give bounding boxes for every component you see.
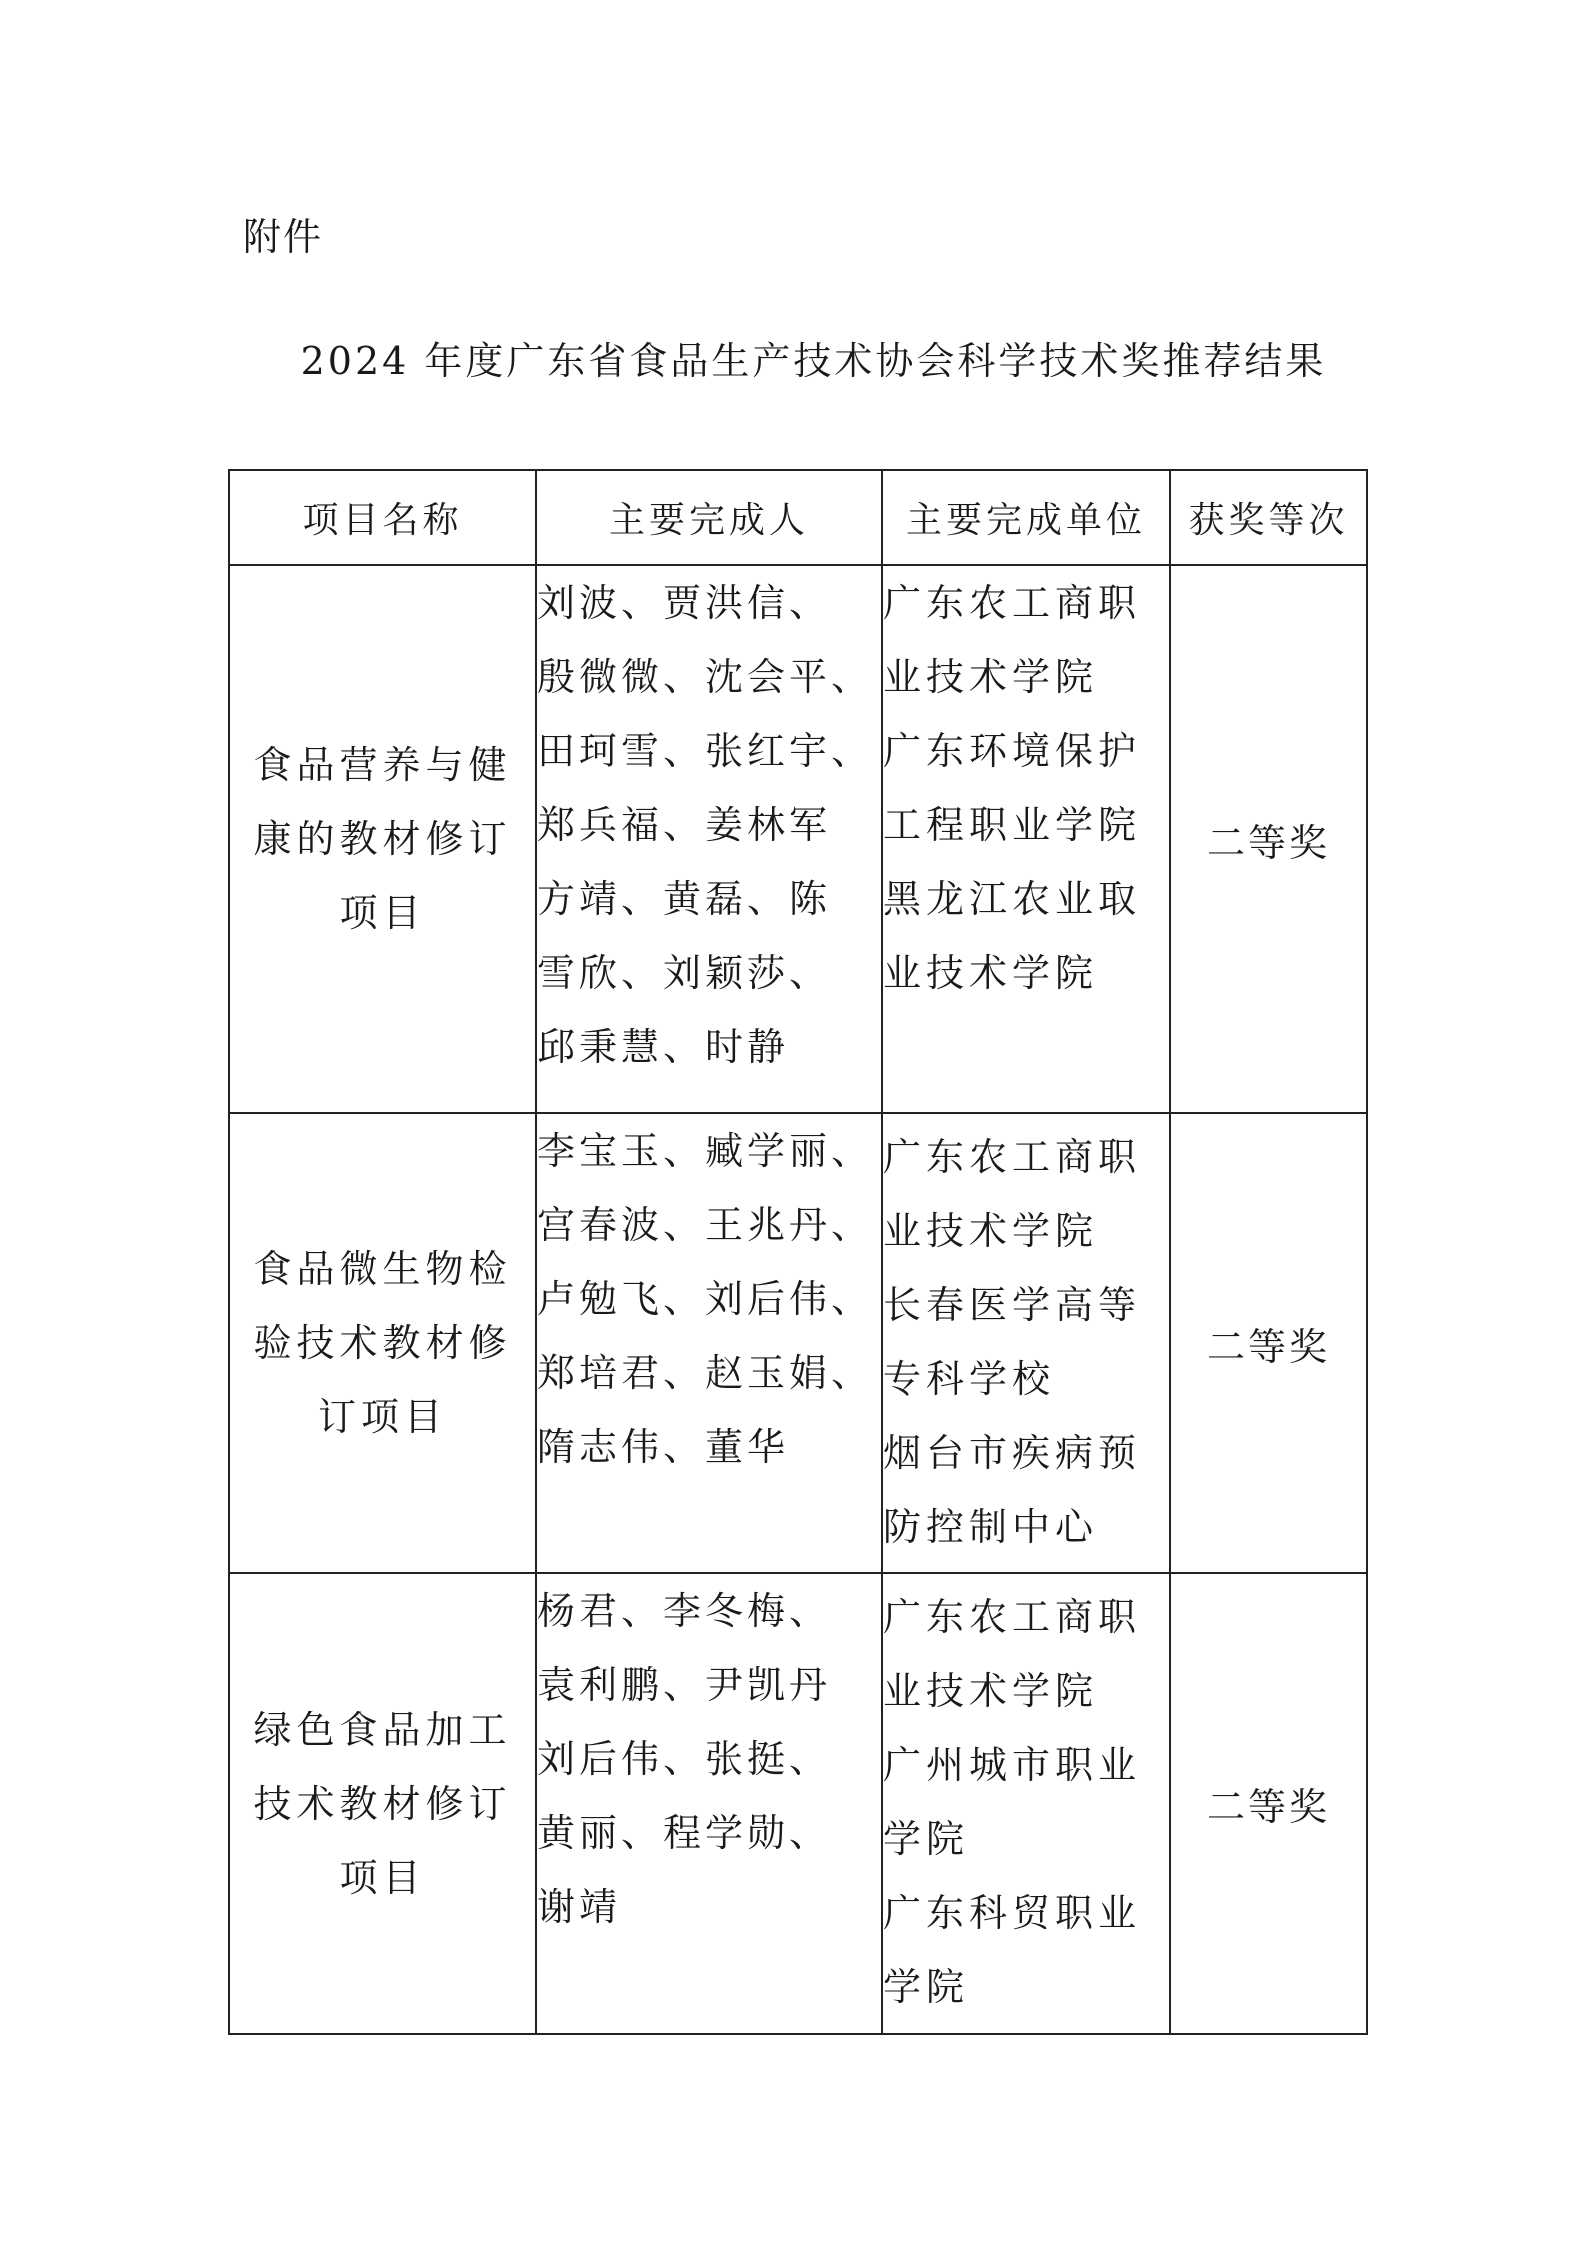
contributors-line: 黄丽、程学勋、 [537,1811,832,1855]
units-line: 广州城市职业 [883,1743,1142,1787]
project-name-line: 康的教材修订 [253,817,512,861]
units-line: 长春医学高等 [883,1283,1142,1327]
units-line: 专科学校 [883,1357,1056,1401]
header-main-units: 主要完成单位 [882,470,1170,565]
units-line: 学院 [883,1965,970,2009]
units-cell [882,1113,1170,1573]
page-title: 2024 年度广东省食品生产技术协会科学技术奖推荐结果 [300,339,1327,383]
project-name-line: 技术教材修订 [253,1781,512,1826]
project-name-line: 绿色食品加工 [253,1707,512,1752]
units-cell [882,565,1170,1113]
contributors-line: 田珂雪、张红宇、 [537,729,874,773]
header-project-name: 项目名称 [229,470,536,565]
awards-table [228,469,1368,2035]
contributors-line: 杨君、李冬梅、 [537,1589,832,1633]
contributors-line: 李宝玉、臧学丽、 [537,1129,874,1173]
award-level-cell: 二等奖 [1170,1573,1367,2034]
contributors-line: 袁利鹏、尹凯丹 [537,1663,832,1707]
table-row [229,565,1367,1113]
units-line: 广东科贸职业 [883,1891,1142,1935]
table-header-row [229,470,1367,565]
project-name-line: 食品微生物检 [253,1247,512,1291]
units-line: 广东农工商职 [883,581,1142,625]
units-line: 学院 [883,1817,970,1861]
units-line: 烟台市疾病预 [883,1431,1142,1475]
header-main-contributors: 主要完成人 [536,470,882,565]
units-line: 防控制中心 [883,1505,1099,1549]
contributors-line: 宫春波、王兆丹、 [537,1203,874,1247]
units-line: 业技术学院 [883,1209,1099,1253]
project-name-line: 订项目 [317,1395,447,1439]
project-name-line: 项目 [339,1855,426,1900]
units-cell [882,1573,1170,2034]
contributors-cell [536,1573,882,2034]
contributors-line: 郑培君、赵玉娟、 [537,1351,874,1395]
contributors-line: 谢靖 [537,1885,622,1929]
contributors-line: 刘波、贾洪信、 [537,581,832,625]
project-name-cell [229,565,536,1113]
contributors-line: 郑兵福、姜林军 [537,803,832,847]
project-name-line: 食品营养与健 [253,743,512,787]
table-row [229,1573,1367,2034]
units-line: 工程职业学院 [883,803,1142,847]
award-level-cell: 二等奖 [1170,1113,1367,1573]
units-line: 业技术学院 [883,655,1099,699]
project-name-line: 项目 [339,891,426,935]
units-line: 广东农工商职 [883,1135,1142,1179]
contributors-line: 方靖、黄磊、陈 [537,877,832,921]
contributors-line: 雪欣、刘颖莎、 [537,951,832,995]
header-award-level: 获奖等次 [1170,470,1367,565]
units-line: 广东农工商职 [883,1595,1142,1639]
project-name-line: 验技术教材修 [253,1321,512,1365]
table-row [229,1113,1367,1573]
contributors-line: 邱秉慧、时静 [537,1025,790,1069]
units-line: 业技术学院 [883,1669,1099,1713]
project-name-cell [229,1113,536,1573]
contributors-line: 卢勉飞、刘后伟、 [537,1277,874,1321]
contributors-cell [536,565,882,1113]
units-line: 黑龙江农业取 [883,877,1142,921]
units-line: 业技术学院 [883,951,1099,995]
contributors-line: 刘后伟、张挺、 [537,1737,832,1781]
attachment-label: 附件 [243,215,324,259]
contributors-line: 隋志伟、董华 [537,1425,790,1469]
contributors-cell [536,1113,882,1573]
units-line: 广东环境保护 [883,729,1142,773]
project-name-cell [229,1573,536,2034]
contributors-line: 殷微微、沈会平、 [537,655,874,699]
award-level-cell: 二等奖 [1170,565,1367,1113]
